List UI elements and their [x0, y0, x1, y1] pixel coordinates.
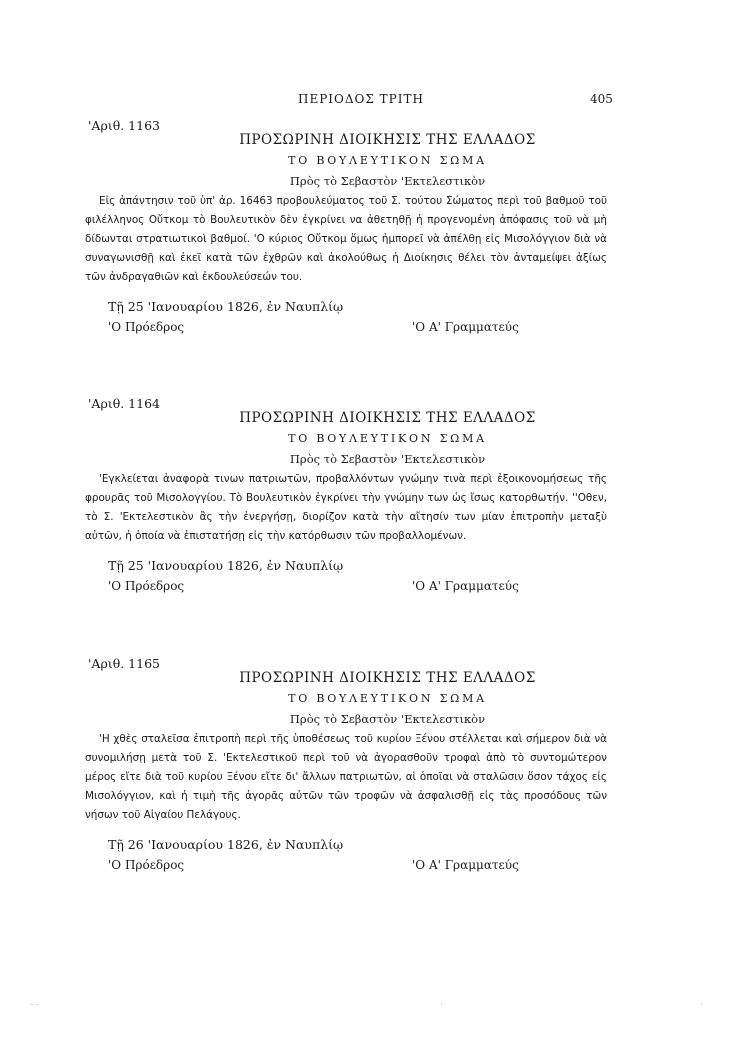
signatory-secretary: 'Ο Α' Γραμματεύς	[412, 579, 519, 593]
document-addressee: Πρὸς τὸ Σεβαστὸν 'Εκτελεστικὸν	[289, 174, 486, 188]
signatory-president: 'Ο Πρόεδρος	[108, 320, 185, 334]
scan-speck: - -	[30, 1000, 39, 1010]
document-addressee: Πρὸς τὸ Σεβαστὸν 'Εκτελεστικὸν	[289, 452, 486, 466]
document-number: 'Αριθ. 1164	[88, 396, 160, 411]
scan-speck: ·	[440, 1000, 443, 1010]
signatory-secretary: 'Ο Α' Γραμματεύς	[412, 320, 519, 334]
signatory-president: 'Ο Πρόεδρος	[108, 858, 185, 872]
document-body: 'Η χθὲς σταλεῖσα ἐπιτροπὴ περὶ τῆς ὑποθέσεως τοῦ κυρίου Ξένου στέλλεται καὶ σήμερον διὰ νὰ συνομιλήσῃ μετὰ τοῦ Σ. 'Εκτελεστικοῦ περὶ τοῦ νὰ ἀγορασθοῦν τροφαὶ ἀπὸ τὸ συντομώτερον μέρος εἴτε διὰ τοῦ κυρίου Ξένου εἴτε δι' ἄλλων πατριωτῶν, αἱ ὁποῖαι νὰ σταλῶσιν ὅσον τάχος εἰς Μισολόγγιον, καὶ ἡ τιμὴ τῆς ἀγορᾶς αὐτῶν τῶν τροφῶν νὰ ἀσφαλισθῇ εἰς τὰς προσόδους τῶν νήσων τοῦ Αἰγαίου Πελάγους.	[85, 733, 607, 821]
document-subheading: ΤΟ ΒΟΥΛΕΥΤΙΚΟΝ ΣΩΜΑ	[288, 692, 487, 705]
signatory-president: 'Ο Πρόεδρος	[108, 579, 185, 593]
running-head: ΠΕΡΙΟΔΟΣ ΤΡΙΤΗ	[298, 92, 424, 106]
page-number: 405	[590, 92, 613, 106]
signatory-secretary: 'Ο Α' Γραμματεύς	[412, 858, 519, 872]
document-entry-1165	[85, 656, 650, 878]
signature-row	[85, 858, 650, 878]
document-number: 'Αριθ. 1165	[88, 656, 160, 671]
document-number: 'Αριθ. 1163	[88, 118, 160, 133]
document-date: Τῇ 25 'Ιανουαρίου 1826, ἐν Ναυπλίῳ	[108, 558, 344, 573]
document-subheading: ΤΟ ΒΟΥΛΕΥΤΙΚΟΝ ΣΩΜΑ	[288, 432, 487, 445]
document-heading: ΠΡΟΣΩΡΙΝΗ ΔΙΟΙΚΗΣΙΣ ΤΗΣ ΕΛΛΑΔΟΣ	[239, 132, 536, 148]
document-body: 'Εγκλείεται ἀναφορὰ τινων πατριωτῶν, προβαλλόντων γνώμην τινὰ περὶ ἐξοικονομήσεως τῆς φρουρᾶς τοῦ Μισολογγίου. Τὸ Βουλευτικὸν ἐγκρίνει τὴν γνώμην των ὡς ἴσως κατορθωτήν. ''Οθεν, τὸ Σ. 'Εκτελεστικὸν ἂς τὴν ἐνεργήσῃ, διορίζον κατὰ τὴν αἴτησίν των μίαν ἐπιτροπὴν μεταξὺ αὐτῶν, ἡ ὁποία νὰ ἐπιστατήσῃ εἰς τὴν κατόρθωσιν τῶν προβαλλομένων.	[85, 473, 607, 542]
document-date: Τῇ 25 'Ιανουαρίου 1826, ἐν Ναυπλίῳ	[108, 299, 344, 314]
document-heading: ΠΡΟΣΩΡΙΝΗ ΔΙΟΙΚΗΣΙΣ ΤΗΣ ΕΛΛΑΔΟΣ	[239, 410, 536, 426]
document-body: Εἰς ἀπάντησιν τοῦ ὑπ' ἀρ. 16463 προβουλεύματος τοῦ Σ. τούτου Σώματος περὶ τοῦ βαθμοῦ τοῦ φιλέλληνος Οὔτκομ τὸ Βουλευτικὸν δὲν ἐγκρίνει να ἀθετηθῇ ἡ προγενομένη ἀπόφασις τοῦ νὰ μὴ δίδωνται στρατιωτικοὶ βαθμοί. 'Ο κύριος Οὔτκομ ὅμως ἠμπορεῖ νὰ ἀπέλθῃ εἰς Μισολόγγιον διὰ νὰ συναγωνισθῇ καὶ ἐκεῖ κατὰ τῶν ἐχθρῶν καὶ ἀκολούθως ἡ Διοίκησις θέλει τὸν ἀνταμείψει ἀξίως τῶν ἀνδραγαθιῶν καὶ ἐκδουλεύσεών του.	[85, 195, 607, 283]
scan-speck: ·	[700, 1000, 703, 1010]
document-entry-1163	[85, 118, 650, 340]
document-date: Τῇ 26 'Ιανουαρίου 1826, ἐν Ναυπλίῳ	[108, 837, 344, 852]
signature-row	[85, 579, 650, 599]
signature-row	[85, 320, 650, 340]
document-heading: ΠΡΟΣΩΡΙΝΗ ΔΙΟΙΚΗΣΙΣ ΤΗΣ ΕΛΛΑΔΟΣ	[239, 670, 536, 686]
document-addressee: Πρὸς τὸ Σεβαστὸν 'Εκτελεστικὸν	[289, 712, 486, 726]
document-subheading: ΤΟ ΒΟΥΛΕΥΤΙΚΟΝ ΣΩΜΑ	[288, 154, 487, 167]
document-entry-1164	[85, 396, 650, 599]
